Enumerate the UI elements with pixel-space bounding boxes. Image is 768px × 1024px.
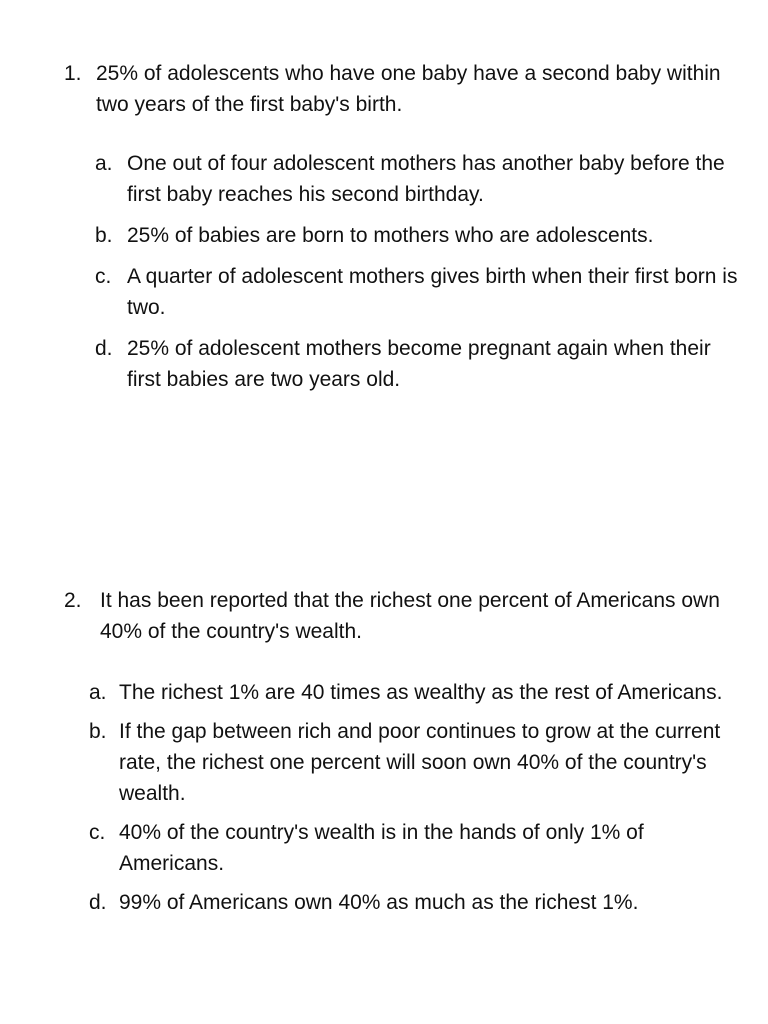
- option-letter: d.: [95, 337, 113, 360]
- option-letter: c.: [95, 265, 112, 288]
- answer-options: [0, 677, 768, 918]
- option-letter: c.: [89, 821, 106, 844]
- answer-option-c[interactable]: [0, 261, 768, 323]
- option-letter: a.: [95, 152, 113, 175]
- option-letter: b.: [89, 720, 107, 743]
- question-number: 2.: [64, 589, 82, 612]
- option-text: One out of four adolescent mothers has another baby before the first baby reaches his second birthday.: [127, 152, 725, 206]
- option-text: A quarter of adolescent mothers gives birth when their first born is two.: [127, 265, 738, 319]
- option-letter: a.: [89, 681, 107, 704]
- option-text: 40% of the country's wealth is in the hands of only 1% of Americans.: [119, 821, 644, 875]
- question-1: [0, 58, 768, 405]
- answer-option-a[interactable]: [0, 148, 768, 210]
- answer-options: [0, 148, 768, 395]
- answer-option-a[interactable]: [0, 677, 768, 708]
- answer-option-c[interactable]: [0, 817, 768, 879]
- option-letter: d.: [89, 891, 107, 914]
- question-text: 25% of adolescents who have one baby have a second baby within two years of the first baby's birth.: [96, 62, 721, 116]
- option-text: The richest 1% are 40 times as wealthy as the rest of Americans.: [119, 681, 723, 704]
- question-stem: [0, 58, 768, 120]
- question-text: It has been reported that the richest one percent of Americans own 40% of the country's wealth.: [100, 589, 720, 643]
- question-stem: [0, 585, 768, 647]
- option-text: 99% of Americans own 40% as much as the richest 1%.: [119, 891, 639, 914]
- question-number: 1.: [64, 62, 82, 85]
- answer-option-b[interactable]: [0, 220, 768, 251]
- option-text: If the gap between rich and poor continues to grow at the current rate, the richest one percent will soon own 40% of the country's wealth.: [119, 720, 721, 805]
- question-2: [0, 585, 768, 926]
- answer-option-d[interactable]: [0, 887, 768, 918]
- answer-option-b[interactable]: [0, 716, 768, 809]
- option-text: 25% of babies are born to mothers who are adolescents.: [127, 224, 654, 247]
- answer-option-d[interactable]: [0, 333, 768, 395]
- option-text: 25% of adolescent mothers become pregnant again when their first babies are two years old.: [127, 337, 711, 391]
- option-letter: b.: [95, 224, 113, 247]
